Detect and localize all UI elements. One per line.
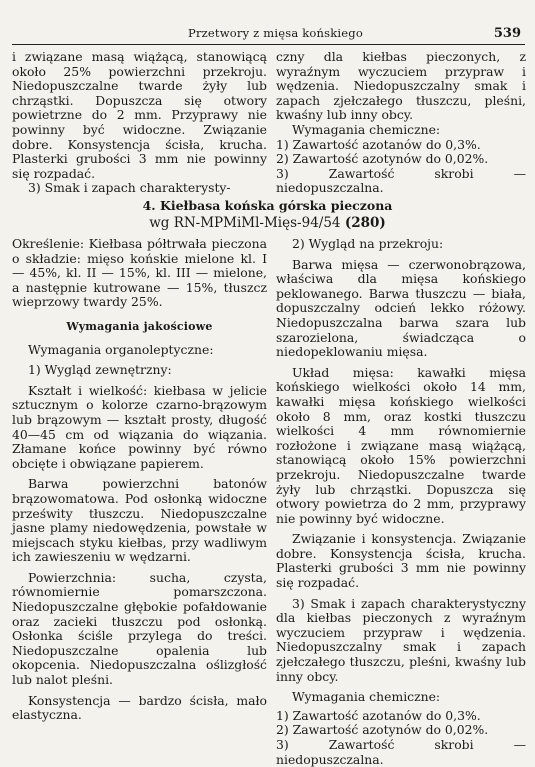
top-right-column bbox=[276, 50, 526, 196]
bottom-right-column bbox=[276, 237, 526, 767]
requirement-item: 1) Zawartość azotanów do 0,3%. bbox=[276, 136, 481, 152]
requirements-heading: Wymagania chemiczne: bbox=[292, 121, 441, 137]
paragraph: Barwa powierzchni batonów brązowomatowa. Pod osłonką widoczne prześwity tłuszczu. Niedopuszczalne jasne plamy niedowędzenia, powstałe w miejscach styku kiełbas, przy wadliwym ich zawieszeniu w wędzarni. bbox=[12, 476, 267, 565]
paragraph: i związane masą wiążącą, stanowiącą około 25% powierzchni przekroju. Niedopuszczalne twarde żyły lub chrząstki. Dopuszcza się otwory powietrzne do 2 mm. Przyprawy nie powinny być widoczne. Związanie dobre. Konsystencja ścisła, krucha. Plasterki grubości 3 mm nie powinny się rozpadać. bbox=[12, 49, 267, 181]
running-header bbox=[12, 22, 525, 45]
top-left-column bbox=[12, 50, 267, 196]
header-title: Przetwory z mięsa końskiego bbox=[188, 26, 363, 40]
definition-paragraph: Określenie: Kiełbasa półtrwała pieczona o składzie: mięso końskie mielone kl. I — 45%, kl. II — 15%, kl. III — mielone, a następnie kutrowane — 15%, tłuszcz wieprzowy twardy 25%. bbox=[12, 236, 267, 310]
requirement-item: 3) Zawartość skrobi — niedopuszczalna. bbox=[276, 737, 526, 767]
organoleptic-heading: Wymagania organoleptyczne: bbox=[28, 341, 214, 357]
bottom-left-column bbox=[12, 237, 267, 723]
paragraph: czny dla kiełbas pieczonych, z wyraźnym wyczuciem przypraw i wędzenia. Niedopuszczalny smak i zapach zjełczałego tłuszczu, pleśni, kwaśny lub inny obcy. bbox=[276, 49, 526, 123]
subheading: Wymagania jakościowe bbox=[66, 319, 213, 333]
paragraph: Układ mięsa: kawałki mięsa końskiego wielkości około 14 mm, kawałki mięsa końskiego wielkości około 8 mm, oraz kostki tłuszczu wielkości 4 mm równomiernie rozłożone i związane masą wiążącą, stanowiącą około 15% powierzchni przekroju. Niedopuszczalne twarde żyły lub chrząstki. Dopuszcza się otwory powietrza do 2 mm, przyprawy nie powinny być widoczne. bbox=[276, 364, 526, 526]
paragraph: Barwa mięsa — czerwonobrązowa, właściwa dla mięsa końskiego peklowanego. Barwa tłuszczu — biała, dopuszczalny odcień lekko różowy. Niedopuszczalna barwa szara lub szarozielona, świadcząca o niedopeklowaniu mięsa. bbox=[276, 256, 526, 360]
section-title: 4. Kiełbasa końska górska pieczona bbox=[142, 198, 393, 213]
look-heading: 1) Wygląd zewnętrzny: bbox=[28, 362, 172, 378]
paragraph: Powierzchnia: sucha, czysta, równomiernie pomarszczona. Niedopuszczalne głębokie pofałdowanie oraz zacieki tłuszczu pod osłonką. Osłonka ściśle przylega do treści. Niedopuszczalne opalenia lub okopcenia. Niedopuszczalna oślizgłość lub nalot pleśni. bbox=[12, 569, 267, 688]
section-standard bbox=[10, 215, 525, 231]
requirement-item: 1) Zawartość azotanów do 0,3%. bbox=[276, 707, 481, 723]
requirement-item: 2) Zawartość azotynów do 0,02%. bbox=[276, 151, 489, 167]
standard-number: (280) bbox=[344, 215, 386, 231]
paragraph: 3) Smak i zapach charakterystyczny dla kiełbas pieczonych z wyraźnym wyczuciem przypraw i wędzenia. Niedopuszczalny smak i zapach zjełczałego tłuszczu, pleśni, kwaśny lub inny obcy. bbox=[276, 595, 526, 684]
cross-section-heading: 2) Wygląd na przekroju: bbox=[292, 236, 444, 251]
requirement-item: 2) Zawartość azotynów do 0,02%. bbox=[276, 722, 489, 738]
requirement-item: 3) Zawartość skrobi — niedopuszczalna. bbox=[276, 165, 526, 196]
paragraph: Kształt i wielkość: kiełbasa w jelicie sztucznym o kolorze czarno-brązowym lub brązowym — kształt prosty, długość 40—45 cm od wiązania do wiązania. Złamane końce powinny być równo obcięte i obwiązane papierem. bbox=[12, 382, 267, 471]
requirements-heading: Wymagania chemiczne: bbox=[292, 689, 441, 705]
paragraph: 3) Smak i zapach charakterysty- bbox=[28, 180, 231, 196]
page-number: 539 bbox=[493, 26, 521, 41]
standard-code: wg RN-MPMiMl-Mięs-94/54 bbox=[149, 215, 341, 231]
paragraph: Konsystencja — bardzo ścisła, mało elastyczna. bbox=[12, 692, 267, 723]
paragraph: Związanie i konsystencja. Związanie dobre. Konsystencja ścisła, krucha. Plasterki grubości 3 mm nie powinny się rozpadać. bbox=[276, 531, 526, 591]
